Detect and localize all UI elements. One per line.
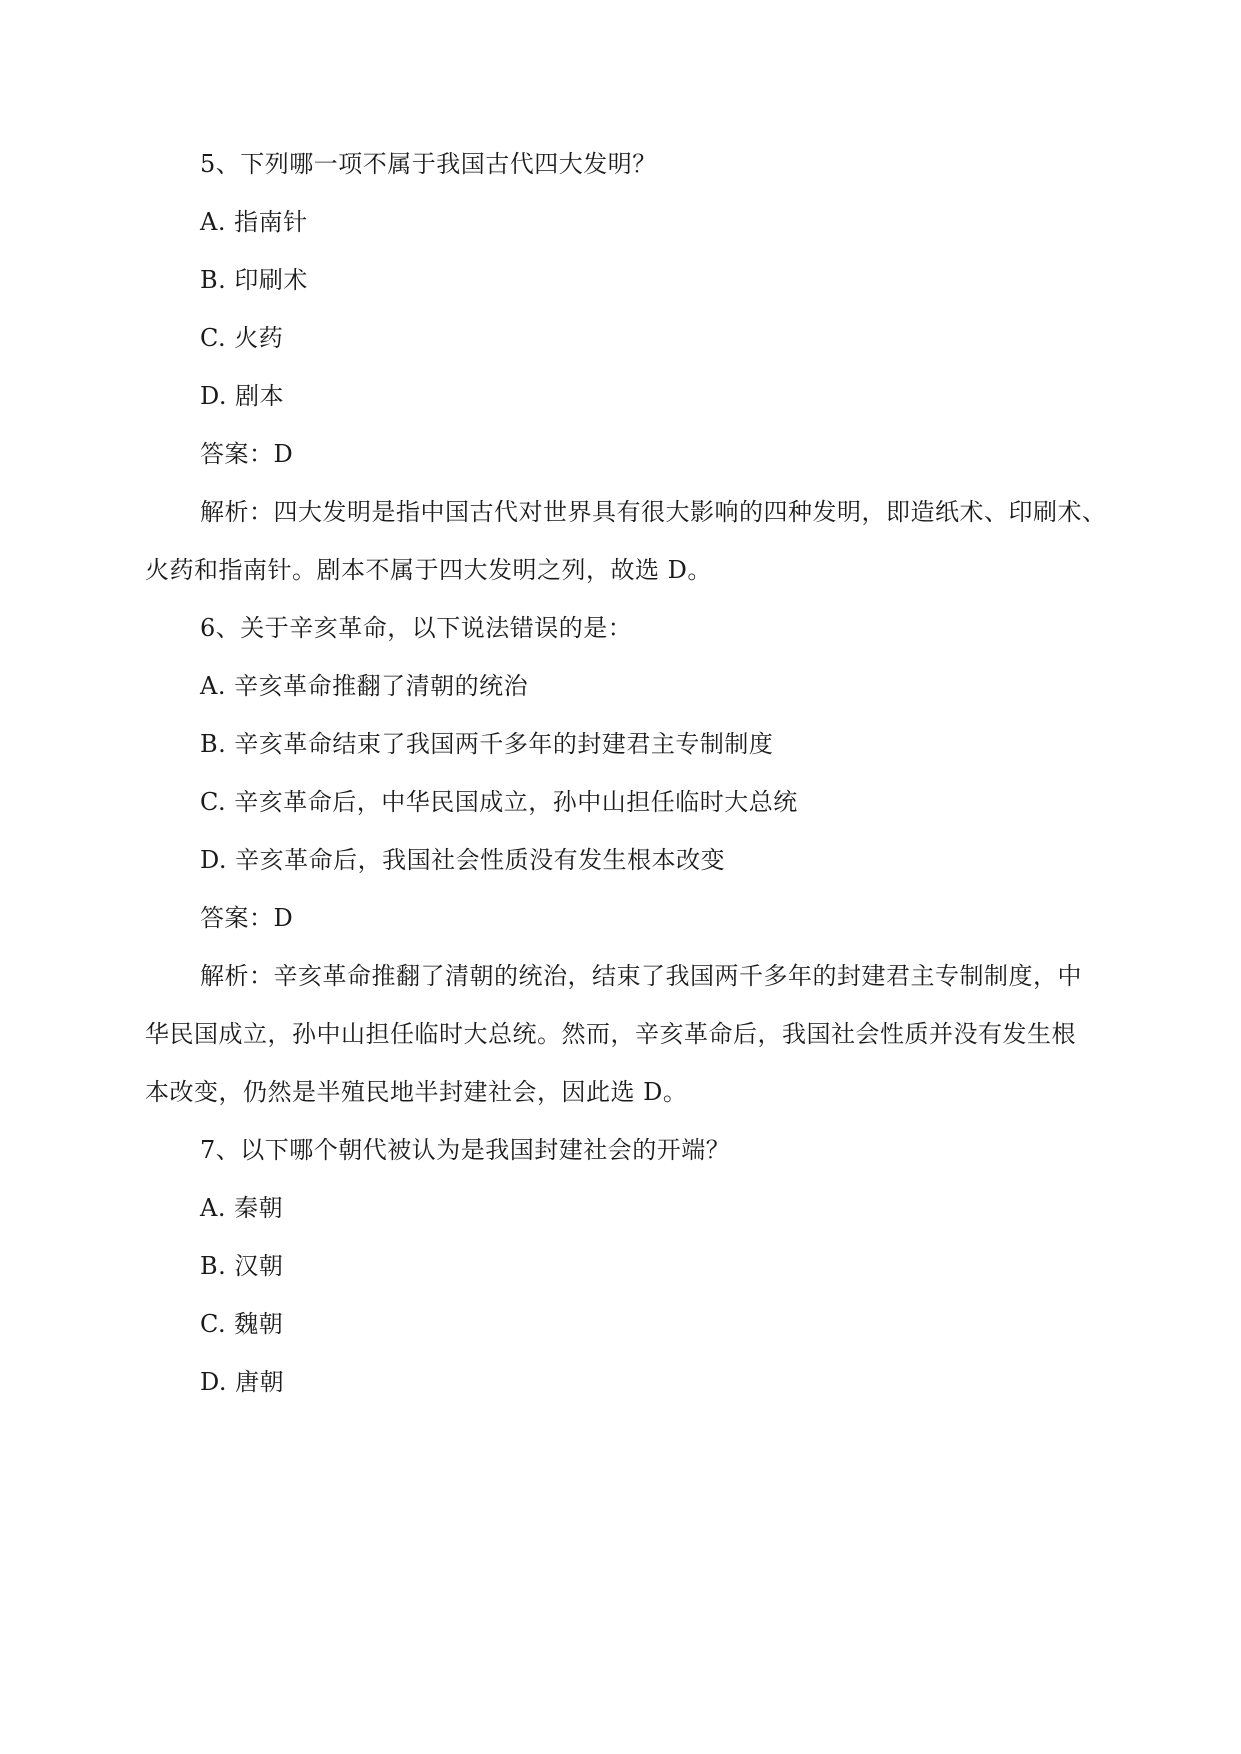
q7-option-a: A. 秦朝 <box>200 1194 284 1222</box>
q5-option-b: B. 印刷术 <box>200 266 308 294</box>
q5-option-a: A. 指南针 <box>200 208 308 236</box>
q7-option-d: D. 唐朝 <box>200 1368 285 1396</box>
q5-analysis-line-2: 火药和指南针。剧本不属于四大发明之列，故选 D。 <box>145 556 712 584</box>
q5-option-d: D. 剧本 <box>200 382 285 410</box>
q7-option-c: C. 魏朝 <box>200 1310 284 1338</box>
q6-analysis-line-3: 本改变，仍然是半殖民地半封建社会，因此选 D。 <box>145 1078 688 1106</box>
q6-option-a: A. 辛亥革命推翻了清朝的统治 <box>200 672 529 700</box>
q6-analysis-line-1: 解析：辛亥革命推翻了清朝的统治，结束了我国两千多年的封建君主专制制度，中 <box>200 962 1082 990</box>
q7-option-b: B. 汉朝 <box>200 1252 284 1280</box>
q6-analysis-line-2: 华民国成立，孙中山担任临时大总统。然而，辛亥革命后，我国社会性质并没有发生根 <box>145 1020 1076 1048</box>
q5-question: 5、下列哪一项不属于我国古代四大发明？ <box>200 150 657 178</box>
q6-question: 6、关于辛亥革命，以下说法错误的是： <box>200 614 633 642</box>
q5-analysis-line-1: 解析：四大发明是指中国古代对世界具有很大影响的四种发明，即造纸术、印刷术、 <box>200 498 1107 526</box>
q5-answer: 答案：D <box>200 440 294 468</box>
q6-option-d: D. 辛亥革命后，我国社会性质没有发生根本改变 <box>200 846 726 874</box>
q6-option-b: B. 辛亥革命结束了我国两千多年的封建君主专制制度 <box>200 730 774 758</box>
q7-question: 7、以下哪个朝代被认为是我国封建社会的开端？ <box>200 1136 731 1164</box>
q6-option-c: C. 辛亥革命后，中华民国成立，孙中山担任临时大总统 <box>200 788 798 816</box>
q5-option-c: C. 火药 <box>200 324 284 352</box>
q6-answer: 答案：D <box>200 904 294 932</box>
